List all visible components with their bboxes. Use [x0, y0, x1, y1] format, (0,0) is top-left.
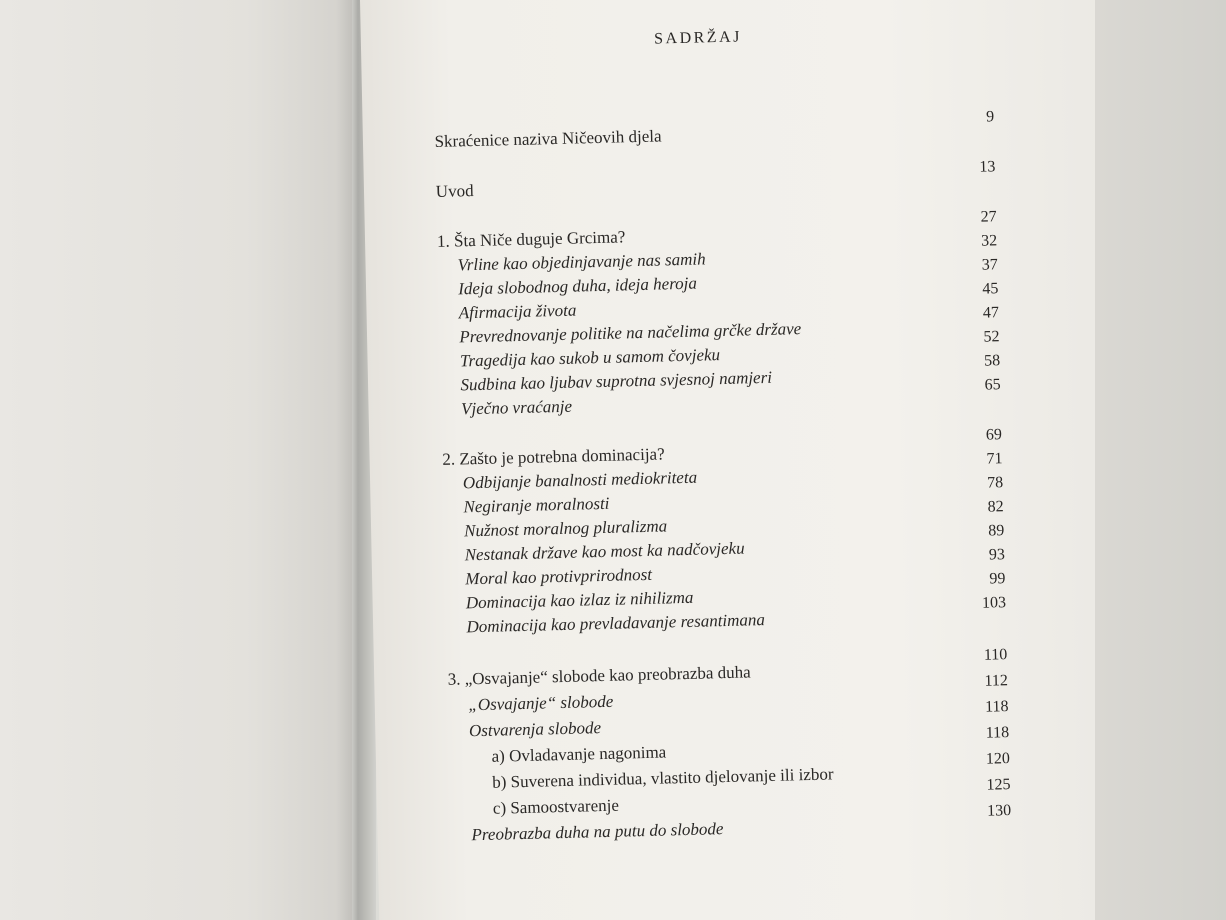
toc-entry-page: 110	[983, 646, 1008, 664]
toc-entry-page: 89	[988, 522, 1005, 540]
toc-entry-title: Uvod	[435, 181, 474, 201]
toc-entry-page: 52	[983, 328, 1000, 346]
toc-entry-page: 45	[982, 280, 999, 298]
left-page	[0, 0, 352, 920]
toc-entry-page: 125	[986, 776, 1011, 794]
background-surface	[1095, 0, 1226, 920]
toc-entry-title: 2. Zašto je potrebna dominacija?	[442, 444, 665, 469]
toc-entry-title: Negiranje moralnosti	[463, 493, 610, 517]
toc-entry-title: „Osvajanje“ slobode	[468, 691, 614, 715]
toc-entry-page: 47	[982, 304, 1000, 322]
toc-entry-title: Ideja slobodnog duha, ideja heroja	[457, 273, 698, 299]
toc-entry-page: 37	[981, 256, 998, 274]
toc-entry-title: b) Suverena individua, vlastito djelovanje ili izbor	[492, 764, 834, 792]
toc-entry-title: Sudbina kao ljubav suprotna svjesnoj namjeri	[460, 367, 773, 395]
toc-entry-page: 69	[985, 426, 1003, 444]
toc-entry	[435, 158, 996, 206]
toc-entry-title: Afirmacija života	[458, 300, 577, 323]
toc-entry-title: Nestanak države kao most ka nadčovjeku	[464, 538, 745, 565]
toc-entry-title: 3. „Osvajanje“ slobode kao preobrazba duha	[447, 662, 751, 689]
table-of-contents	[432, 22, 1033, 896]
toc-entry-page: 120	[985, 750, 1011, 768]
toc-entry-title: a) Ovladavanje nagonima	[491, 742, 667, 766]
toc-entry-title: Preobrazba duha na putu do slobode	[471, 819, 724, 845]
toc-entry-page: 65	[984, 376, 1001, 394]
toc-entry-page: 9	[985, 108, 995, 126]
page-title: SADRŽAJ	[653, 28, 743, 48]
toc-entry-title: Dominacija kao prevladavanje resantimana	[466, 610, 766, 637]
toc-entry-title: Vrline kao objedinjavanje nas samih	[457, 249, 706, 275]
toc-entry-page: 103	[981, 594, 1007, 612]
toc-entry-page: 118	[985, 724, 1010, 742]
toc-entry-title: Dominacija kao izlaz iz nihilizma	[465, 587, 694, 613]
toc-entry-page: 13	[979, 158, 996, 176]
toc-entry-title: Prevrednovanje politike na načelima grčke države	[459, 319, 802, 347]
toc-entry-page: 118	[984, 698, 1009, 716]
toc-entry-page: 71	[986, 450, 1003, 468]
toc-entry-page: 78	[986, 474, 1004, 492]
toc-entry-title: Skraćenice naziva Ničeovih djela	[434, 126, 662, 151]
toc-entry-page: 58	[983, 352, 1001, 370]
toc-entry-title: Vječno vraćanje	[460, 396, 573, 419]
toc-entry-title: Moral kao protivprirodnost	[465, 564, 653, 589]
toc-entry-page: 32	[980, 232, 998, 250]
toc-entry-page: 93	[988, 546, 1006, 564]
toc-entry-title: Tragedija kao sukob u samom čovjeku	[459, 345, 721, 371]
toc-entry-title: c) Samoostvarenje	[492, 795, 620, 818]
toc-entry	[434, 108, 995, 156]
toc-entry-page: 130	[986, 802, 1012, 820]
toc-entry-page: 82	[987, 498, 1004, 516]
toc-entry-title: Nužnost moralnog pluralizma	[463, 516, 668, 541]
toc-entry-title: Odbijanje banalnosti mediokriteta	[462, 467, 698, 493]
toc-entry-page: 99	[989, 570, 1006, 588]
toc-entry-page: 27	[980, 208, 997, 226]
toc-entry-title: Ostvarenja slobode	[468, 718, 602, 741]
toc-entry-page: 112	[984, 672, 1009, 690]
toc-entry-title: 1. Šta Niče duguje Grcima?	[436, 227, 626, 251]
